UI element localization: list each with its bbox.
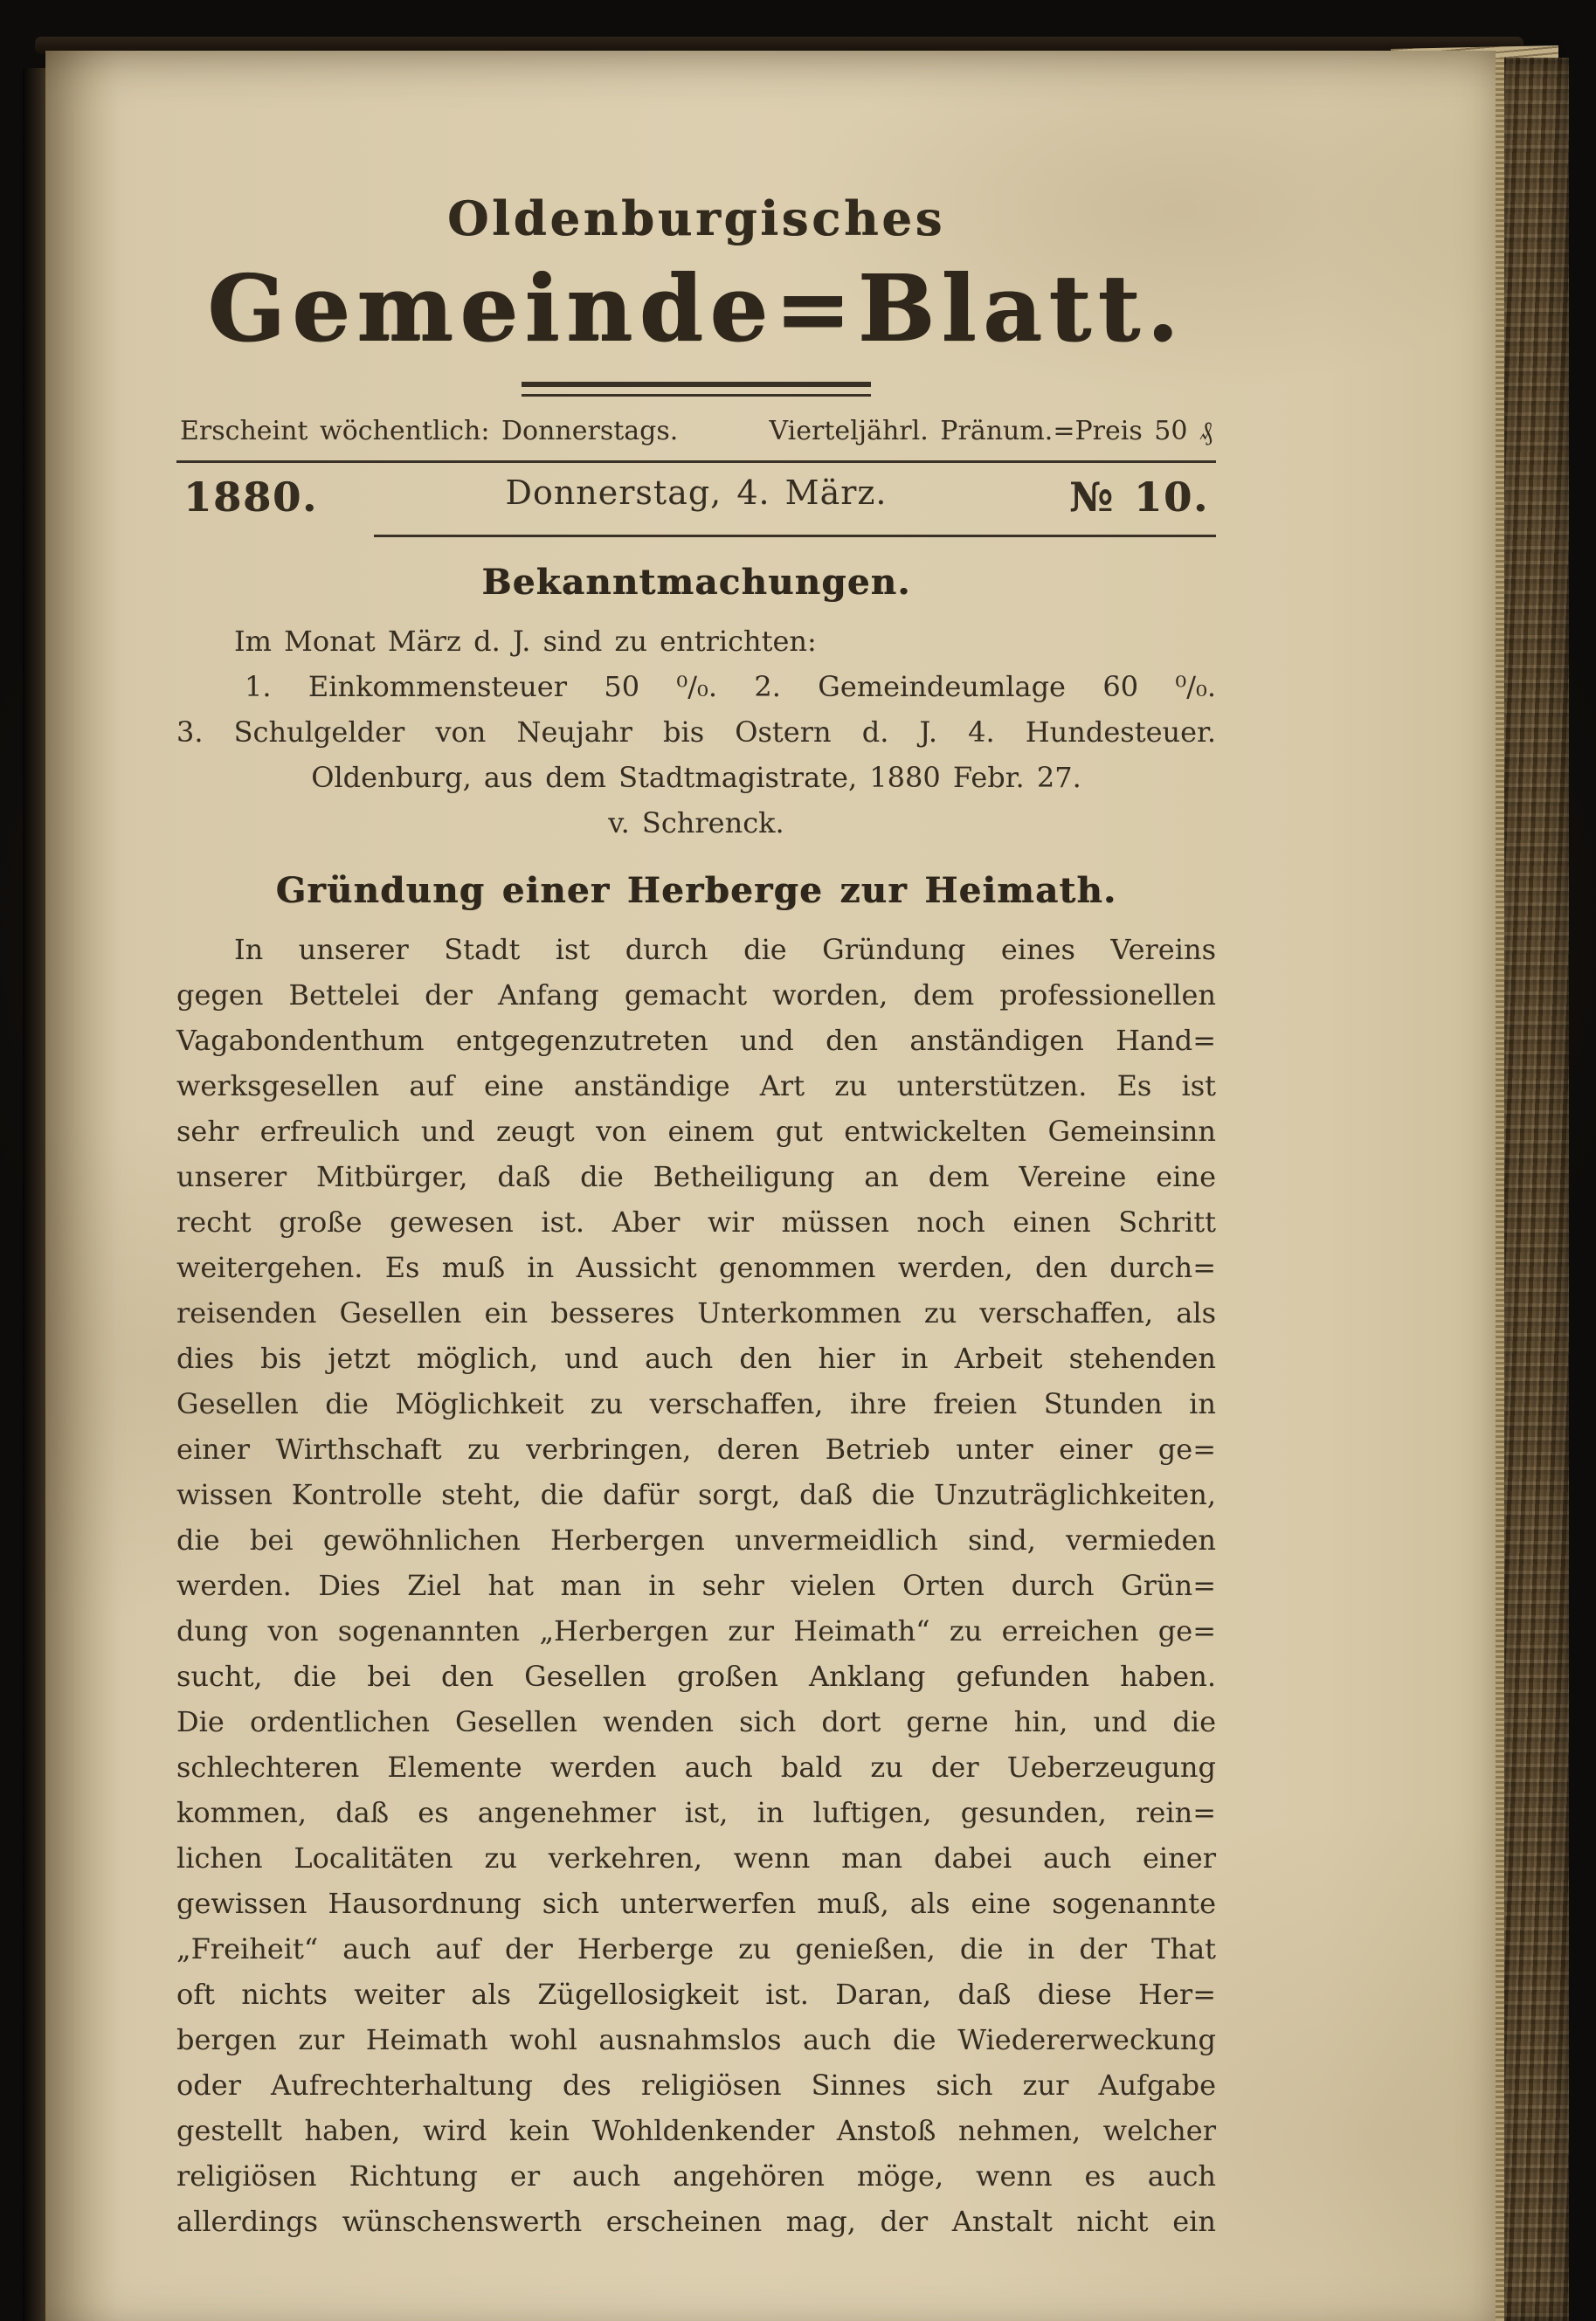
text-line: gewissen Hausordnung sich unterwerfen muß, als eine sogenannte — [176, 1887, 1216, 1921]
text-line: Vagabondenthum entgegenzutreten und den anständigen Hand= — [176, 1024, 1216, 1058]
issue-year: 1880. — [183, 473, 319, 522]
text-line: oder Aufrechterhaltung des religiösen Sinnes sich zur Aufgabe — [176, 2069, 1216, 2103]
double-rule — [522, 382, 871, 397]
text-line: recht große gewesen ist. Aber wir müssen noch einen Schritt — [176, 1205, 1216, 1240]
section-heading: Bekanntmachungen. — [481, 562, 911, 604]
text-line: werksgesellen auf eine anständige Art zu unterstützen. Es ist — [176, 1069, 1216, 1103]
text-line: sehr erfreulich und zeugt von einem gut entwickelten Gemeinsinn — [176, 1115, 1216, 1149]
masthead-pretitle: Oldenburgisches — [447, 190, 945, 246]
text-line: In unserer Stadt ist durch die Gründung eines Vereins — [234, 933, 1216, 967]
text-line: schlechteren Elemente werden auch bald zu der Ueberzeugung — [176, 1751, 1216, 1785]
text-line: bergen zur Heimath wohl ausnahmslos auch die Wiedererweckung — [176, 2023, 1216, 2057]
text-line: Oldenburg, aus dem Stadtmagistrate, 1880 Febr. 27. — [311, 761, 1081, 795]
text-line: gegen Bettelei der Anfang gemacht worden, dem professionellen — [176, 978, 1216, 1012]
text-line: religiösen Richtung er auch angehören möge, wenn es auch — [176, 2159, 1216, 2193]
date-row — [176, 463, 1216, 535]
text-line: v. Schrenck. — [608, 806, 784, 840]
section-announcements — [176, 562, 1216, 846]
text-line: 1. Einkommensteuer 50 ⁰/₀. 2. Gemeindeumlage 60 ⁰/₀. — [245, 670, 1216, 704]
page-content — [176, 190, 1216, 2244]
text-line: sucht, die bei den Gesellen großen Anklang gefunden haben. — [176, 1660, 1216, 1694]
book-fore-edge — [1496, 58, 1569, 2321]
text-line: weitergehen. Es muß in Aussicht genommen werden, den durch= — [176, 1251, 1216, 1285]
text-line: kommen, daß es angenehmer ist, in luftigen, gesunden, rein= — [176, 1796, 1216, 1830]
text-line: Die ordentlichen Gesellen wenden sich dort gerne hin, und die — [176, 1705, 1216, 1739]
publication-schedule: Erscheint wöchentlich: Donnerstags. — [180, 416, 679, 447]
text-line: oft nichts weiter als Zügellosigkeit ist. Daran, daß diese Her= — [176, 1978, 1216, 2012]
text-line: „Freiheit“ auch auf der Herberge zu genießen, die in der That — [176, 1932, 1216, 1966]
issue-number: № 10. — [1068, 473, 1209, 522]
text-line: dung von sogenannten „Herbergen zur Heimath“ zu erreichen ge= — [176, 1614, 1216, 1648]
text-line: reisenden Gesellen ein besseres Unterkommen zu verschaffen, als — [176, 1296, 1216, 1330]
subscription-price: Vierteljährl. Pränum.=Preis 50 ₰ — [769, 416, 1213, 447]
masthead-title: Gemeinde=Blatt. — [207, 254, 1185, 362]
horizontal-rule — [374, 535, 1216, 537]
masthead — [176, 190, 1216, 537]
text-line: lichen Localitäten zu verkehren, wenn man dabei auch einer — [176, 1841, 1216, 1875]
text-line: die bei gewöhnlichen Herbergen unvermeidlich sind, vermieden — [176, 1523, 1216, 1558]
text-line: werden. Dies Ziel hat man in sehr vielen Orten durch Grün= — [176, 1569, 1216, 1603]
section-herberge — [176, 870, 1216, 2244]
subscription-line — [176, 416, 1216, 446]
text-line: gestellt haben, wird kein Wohldenkender Anstoß nehmen, welcher — [176, 2114, 1216, 2148]
book-gutter-edge — [23, 68, 47, 2321]
section-heading: Gründung einer Herberge zur Heimath. — [275, 870, 1117, 912]
text-line: unserer Mitbürger, daß die Betheiligung an dem Vereine eine — [176, 1160, 1216, 1194]
issue-date: Donnerstag, 4. März. — [505, 473, 888, 513]
text-line: wissen Kontrolle steht, die dafür sorgt, daß die Unzuträglichkeiten, — [176, 1478, 1216, 1512]
text-line: allerdings wünschenswerth erscheinen mag, der Anstalt nicht ein — [176, 2205, 1216, 2239]
text-line: einer Wirthschaft zu verbringen, deren Betrieb unter einer ge= — [176, 1433, 1216, 1467]
text-line: dies bis jetzt möglich, und auch den hier in Arbeit stehenden — [176, 1342, 1216, 1376]
text-line: Im Monat März d. J. sind zu entrichten: — [234, 625, 817, 659]
text-line: Gesellen die Möglichkeit zu verschaffen, ihre freien Stunden in — [176, 1387, 1216, 1421]
newspaper-page — [45, 51, 1496, 2321]
text-line: 3. Schulgelder von Neujahr bis Ostern d. J. 4. Hundesteuer. — [176, 715, 1216, 749]
